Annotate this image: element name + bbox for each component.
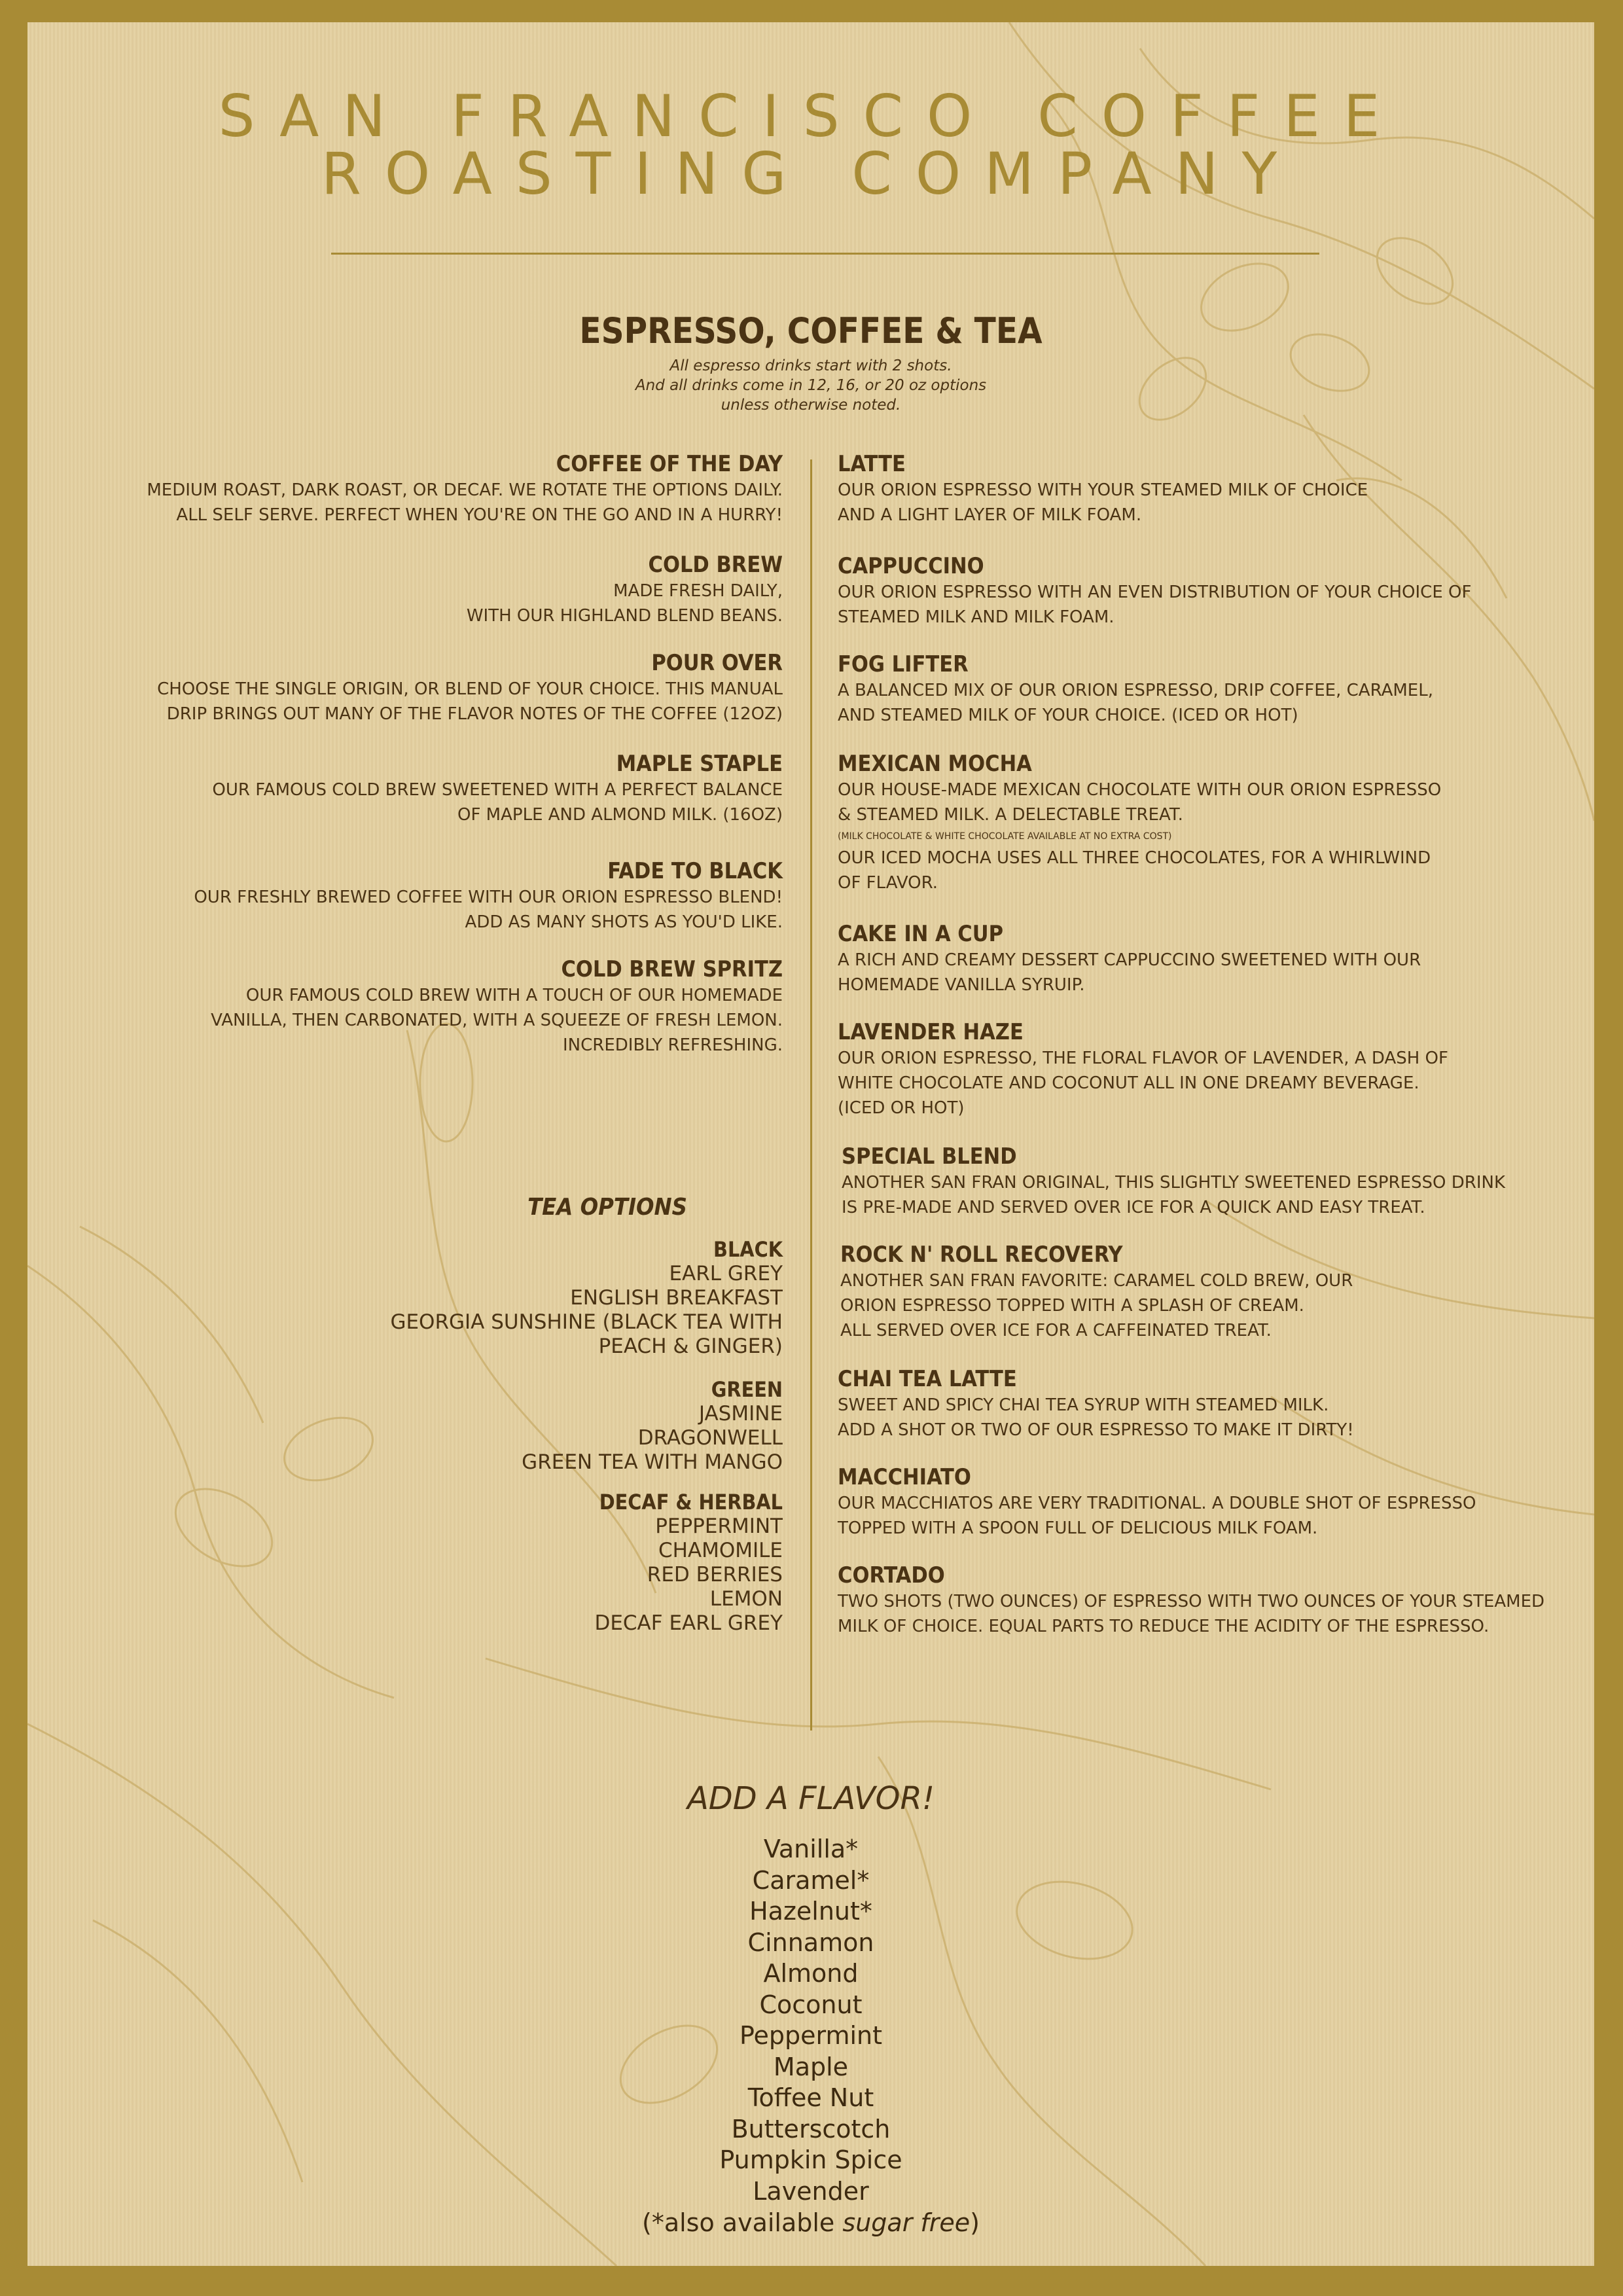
flavor-section-title: ADD A FLAVOR! <box>687 1780 935 1817</box>
item-description: OUR FAMOUS COLD BREW SWEETENED WITH A PERFECT BALANCE <box>212 780 783 800</box>
item-description: IS PRE-MADE AND SERVED OVER ICE FOR A QUICK AND EASY TREAT. <box>842 1198 1425 1217</box>
item-description: OUR ICED MOCHA USES ALL THREE CHOCOLATES, FOR A WHIRLWIND <box>838 848 1431 868</box>
item-description: (ICED OR HOT) <box>838 1098 965 1118</box>
item-description: INCREDIBLY REFRESHING. <box>563 1035 783 1055</box>
item-description: OUR FRESHLY BREWED COFFEE WITH OUR ORION ESPRESSO BLEND! <box>194 888 783 907</box>
tea-item: ENGLISH BREAKFAST <box>570 1286 783 1310</box>
tea-group-name: GREEN <box>711 1377 783 1402</box>
item-name: LAVENDER HAZE <box>838 1019 1024 1045</box>
item-name: LATTE <box>838 451 906 477</box>
tea-options-title: TEA OPTIONS <box>527 1194 687 1221</box>
tea-item: DECAF EARL GREY <box>594 1611 783 1635</box>
flavor-item: Peppermint <box>739 2021 883 2050</box>
item-name: CHAI TEA LATTE <box>838 1366 1017 1392</box>
item-name: COLD BREW <box>648 552 783 578</box>
flavor-list <box>27 1834 1594 2238</box>
item-name: FADE TO BLACK <box>607 858 783 884</box>
item-name: COLD BREW SPRITZ <box>561 956 783 982</box>
item-name: MAPLE STAPLE <box>616 751 783 777</box>
item-description: A RICH AND CREAMY DESSERT CAPPUCCINO SWEETENED WITH OUR <box>838 950 1421 970</box>
flavor-item: Coconut <box>759 1990 863 2019</box>
menu-item-cold-brew <box>467 551 783 628</box>
item-name: COFFEE OF THE DAY <box>556 451 783 477</box>
item-description: AND STEAMED MILK OF YOUR CHOICE. (ICED OR HOT) <box>838 706 1298 725</box>
tea-item: PEACH & GINGER) <box>598 1335 783 1358</box>
item-description: OUR ORION ESPRESSO WITH YOUR STEAMED MILK OF CHOICE <box>838 480 1368 500</box>
title-line-1: SAN FRANCISCO COFFEE <box>218 82 1404 150</box>
sugar-free-footnote <box>27 2207 1594 2238</box>
menu-item-cortado <box>838 1562 1544 1639</box>
item-description: MEDIUM ROAST, DARK ROAST, OR DECAF. WE ROTATE THE OPTIONS DAILY. <box>147 480 783 500</box>
item-description: ADD A SHOT OR TWO OF OUR ESPRESSO TO MAKE IT DIRTY! <box>838 1420 1354 1440</box>
item-description: OUR FAMOUS COLD BREW WITH A TOUCH OF OUR HOMEMADE <box>245 986 783 1005</box>
item-description: OUR ORION ESPRESSO, THE FLORAL FLAVOR OF LAVENDER, A DASH OF <box>838 1049 1448 1068</box>
flavor-item: Almond <box>763 1959 859 1988</box>
item-name: FOG LIFTER <box>838 651 969 677</box>
item-name: ROCK N' ROLL RECOVERY <box>840 1242 1123 1268</box>
tea-group-decaf-herbal <box>594 1490 783 1636</box>
item-name: MACCHIATO <box>838 1464 971 1490</box>
flavor-item: Hazelnut* <box>749 1897 872 1926</box>
item-description: STEAMED MILK AND MILK FOAM. <box>838 607 1115 627</box>
item-description: VANILLA, THEN CARBONATED, WITH A SQUEEZE OF FRESH LEMON. <box>211 1011 783 1030</box>
flavor-item: Butterscotch <box>731 2114 891 2144</box>
item-description: TOPPED WITH A SPOON FULL OF DELICIOUS MILK FOAM. <box>838 1518 1318 1538</box>
menu-item-cake-in-a-cup <box>838 920 1421 997</box>
menu-item-fade-to-black <box>194 857 783 935</box>
item-description: OF FLAVOR. <box>838 873 938 893</box>
menu-item-rock-n-roll-recovery <box>840 1241 1353 1343</box>
item-description: WHITE CHOCOLATE AND COCONUT ALL IN ONE DREAMY BEVERAGE. <box>838 1073 1419 1093</box>
menu-item-fog-lifter <box>838 651 1433 728</box>
flavor-item: Pumpkin Spice <box>719 2145 902 2174</box>
item-description: ORION ESPRESSO TOPPED WITH A SPLASH OF CREAM. <box>840 1296 1304 1316</box>
tea-item: JASMINE <box>698 1402 783 1426</box>
item-name: CAPPUCCINO <box>838 553 984 579</box>
footnote-prefix: (*also available <box>642 2208 843 2237</box>
tea-group-green <box>522 1377 783 1475</box>
title-line-2: ROASTING COMPANY <box>321 140 1301 207</box>
item-description: MILK OF CHOICE. EQUAL PARTS TO REDUCE THE ACIDITY OF THE ESPRESSO. <box>838 1617 1489 1636</box>
section-title: ESPRESSO, COFFEE & TEA <box>579 310 1043 351</box>
menu-item-cappuccino <box>838 552 1471 630</box>
item-name: POUR OVER <box>651 650 783 676</box>
menu-item-special-blend <box>842 1143 1505 1220</box>
item-description: ANOTHER SAN FRAN FAVORITE: CARAMEL COLD BREW, OUR <box>840 1271 1353 1291</box>
tea-item: PEPPERMINT <box>655 1515 783 1538</box>
section-note-2: And all drinks come in 12, 16, or 20 oz options <box>635 377 987 394</box>
tea-item: LEMON <box>709 1587 783 1611</box>
item-description: OF MAPLE AND ALMOND MILK. (16OZ) <box>457 805 783 825</box>
flavor-item: Maple <box>773 2052 849 2081</box>
item-description: SWEET AND SPICY CHAI TEA SYRUP WITH STEAMED MILK. <box>838 1395 1329 1415</box>
tea-item: DRAGONWELL <box>637 1426 783 1450</box>
item-small-note: (MILK CHOCOLATE & WHITE CHOCOLATE AVAILABLE AT NO EXTRA COST) <box>838 831 1172 842</box>
menu-sheet <box>27 22 1594 2266</box>
item-description: MADE FRESH DAILY, <box>613 581 783 601</box>
item-description: ADD AS MANY SHOTS AS YOU'D LIKE. <box>465 912 783 932</box>
menu-item-chai-tea-latte <box>838 1365 1354 1443</box>
item-name: MEXICAN MOCHA <box>838 751 1032 777</box>
tea-group-black <box>390 1237 783 1359</box>
section-note-3: unless otherwise noted. <box>721 397 901 414</box>
tea-item: CHAMOMILE <box>658 1539 783 1562</box>
item-description: ALL SELF SERVE. PERFECT WHEN YOU'RE ON THE GO AND IN A HURRY! <box>176 505 783 525</box>
tea-item: GEORGIA SUNSHINE (BLACK TEA WITH <box>390 1310 783 1334</box>
item-name: CAKE IN A CUP <box>838 921 1003 947</box>
footnote-suffix: ) <box>970 2208 980 2237</box>
item-description: WITH OUR HIGHLAND BLEND BEANS. <box>466 606 783 626</box>
section-note-1: All espresso drinks start with 2 shots. <box>669 357 952 374</box>
menu-item-mexican-mocha <box>838 750 1441 895</box>
menu-item-pour-over <box>157 649 783 726</box>
item-description: AND A LIGHT LAYER OF MILK FOAM. <box>838 505 1142 525</box>
item-description: OUR HOUSE-MADE MEXICAN CHOCOLATE WITH OUR ORION ESPRESSO <box>838 780 1442 800</box>
item-description: TWO SHOTS (TWO OUNCES) OF ESPRESSO WITH TWO OUNCES OF YOUR STEAMED <box>838 1592 1545 1611</box>
menu-item-cold-brew-spritz <box>211 956 783 1058</box>
menu-item-latte <box>838 450 1368 528</box>
flavor-item: Lavender <box>753 2176 869 2206</box>
item-description: ANOTHER SAN FRAN ORIGINAL, THIS SLIGHTLY SWEETENED ESPRESSO DRINK <box>842 1173 1506 1193</box>
item-description: CHOOSE THE SINGLE ORIGIN, OR BLEND OF YOUR CHOICE. THIS MANUAL <box>157 679 783 699</box>
menu-item-maple-staple <box>212 750 783 827</box>
menu-item-coffee-of-the-day <box>147 450 783 528</box>
flavor-item: Cinnamon <box>747 1928 874 1957</box>
menu-item-lavender-haze <box>838 1018 1448 1121</box>
tea-group-name: BLACK <box>713 1237 783 1262</box>
tea-item: RED BERRIES <box>647 1563 783 1587</box>
item-description: & STEAMED MILK. A DELECTABLE TREAT. <box>838 805 1183 825</box>
tea-group-name: DECAF & HERBAL <box>599 1490 783 1515</box>
column-divider <box>810 459 812 1731</box>
item-name: CORTADO <box>838 1562 945 1588</box>
item-description: HOMEMADE VANILLA SYRUIP. <box>838 975 1085 995</box>
item-description: A BALANCED MIX OF OUR ORION ESPRESSO, DRIP COFFEE, CARAMEL, <box>838 681 1433 700</box>
tea-item: GREEN TEA WITH MANGO <box>522 1450 783 1474</box>
item-description: OUR ORION ESPRESSO WITH AN EVEN DISTRIBUTION OF YOUR CHOICE OF <box>838 583 1472 602</box>
flavor-item: Vanilla* <box>763 1835 859 1863</box>
item-name: SPECIAL BLEND <box>842 1143 1017 1170</box>
item-description: OUR MACCHIATOS ARE VERY TRADITIONAL. A DOUBLE SHOT OF ESPRESSO <box>838 1494 1476 1513</box>
flavor-item: Caramel* <box>752 1865 870 1895</box>
item-description: DRIP BRINGS OUT MANY OF THE FLAVOR NOTES OF THE COFFEE (12OZ) <box>166 704 783 724</box>
footnote-emphasis: sugar free <box>842 2208 971 2237</box>
tea-item: EARL GREY <box>669 1262 783 1285</box>
header-divider <box>331 253 1319 255</box>
menu-item-macchiato <box>838 1463 1476 1541</box>
flavor-item: Toffee Nut <box>747 2083 874 2112</box>
item-description: ALL SERVED OVER ICE FOR A CAFFEINATED TREAT. <box>840 1321 1272 1340</box>
